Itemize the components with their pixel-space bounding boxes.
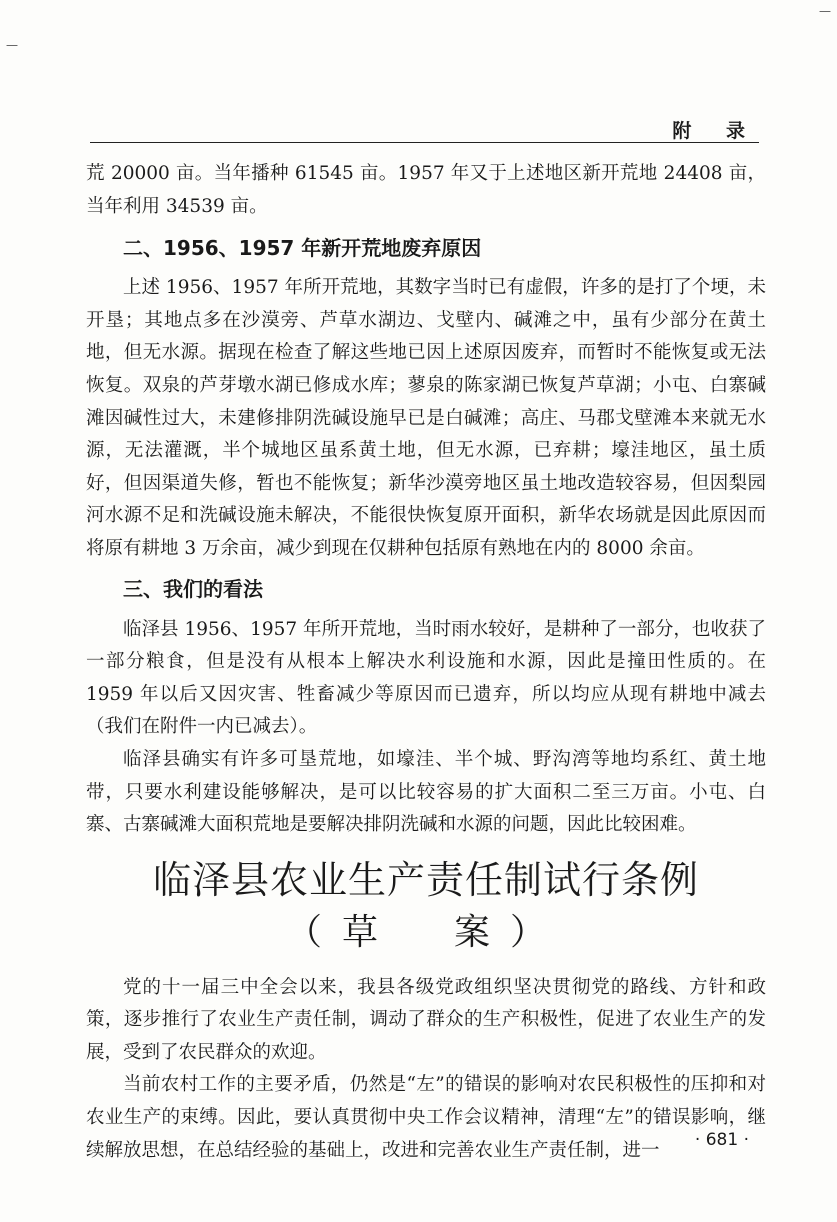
section3-paragraph: 临泽县确实有许多可垦荒地，如壕洼、半个城、野沟湾等地均系红、黄土地带，只要水利建设能够解决，是可以比较容易的扩大面积二至三万亩。小屯、白寨、古寨碱滩大面积荒地是要解决排阴洗碱和水源的问题，因此比较困难。: [86, 748, 766, 836]
page-number: · 681 ·: [694, 1130, 749, 1150]
running-header: 附 录: [672, 120, 759, 142]
document-paragraph: 党的十一届三中全会以来，我县各级党政组织坚决贯彻党的路线、方针和政策，逐步推行了农业生产责任制，调动了群众的生产积极性，促进了农业生产的发展，受到了农民群众的欢迎。: [86, 976, 766, 1063]
page-content: [86, 158, 766, 1167]
section3-paragraph: 临泽县 1956、1957 年所开荒地，当时雨水较好，是耕种了一部分，也收获了一部分粮食，但是没有从根本上解决水利设施和水源，因此是撞田性质的。在 1959 年以后又因灾害、牲畜减少等原因而已遗弃，所以均应从现有耕地中减去（我们在附件一内已减去）。: [86, 618, 766, 738]
section-heading-3: 三、我们的看法: [123, 576, 263, 601]
section2-paragraph: 上述 1956、1957 年所开荒地，其数字当时已有虚假，许多的是打了个埂，未开垦；其地点多在沙漠旁、芦草水湖边、戈壁内、碱滩之中，虽有少部分在黄土地，但无水源。据现在检查了解这些地已因上述原因废弃，而暂时不能恢复或无法恢复。双泉的芦芽墩水湖已修成水库；蓼泉的陈家湖已恢复芦草湖；小屯、白寨碱滩因碱性过大，未建修排阴洗碱设施早已是白碱滩；高庄、马郡戈壁滩本来就无水源，无法灌溉，半个城地区虽系黄土地，但无水源，已弃耕；壕洼地区，虽土质好，但因渠道失修，暂也不能恢复；新华沙漠旁地区虽土地改造较容易，但因梨园河水源不足和洗碱设施未解决，不能很快恢复原开面积，新华农场就是因此原因而将原有耕地 3 万余亩，减少到现在仅耕种包括原有熟地在内的 8000 余亩。: [86, 277, 766, 559]
document-paragraph: 当前农村工作的主要矛盾，仍然是“左”的错误的影响对农民积极性的压抑和对农业生产的束缚。因此，要认真贯彻中央工作会议精神，清理“左”的错误影响，继续解放思想，在总结经验的基础上，改进和完善农业生产责任制，进一: [86, 1074, 766, 1161]
continued-paragraph: 荒 20000 亩。当年播种 61545 亩。1957 年又于上述地区新开荒地 24408 亩，当年利用 34539 亩。: [86, 163, 766, 217]
scan-mark: —: [819, 4, 831, 18]
section-heading-2: 二、1956、1957 年新开荒地废弃原因: [123, 236, 482, 261]
scan-mark: —: [6, 38, 18, 52]
document-subtitle: （草 案）: [285, 911, 566, 953]
header-rule: [90, 142, 759, 143]
document-title: 临泽县农业生产责任制试行条例: [152, 857, 699, 902]
